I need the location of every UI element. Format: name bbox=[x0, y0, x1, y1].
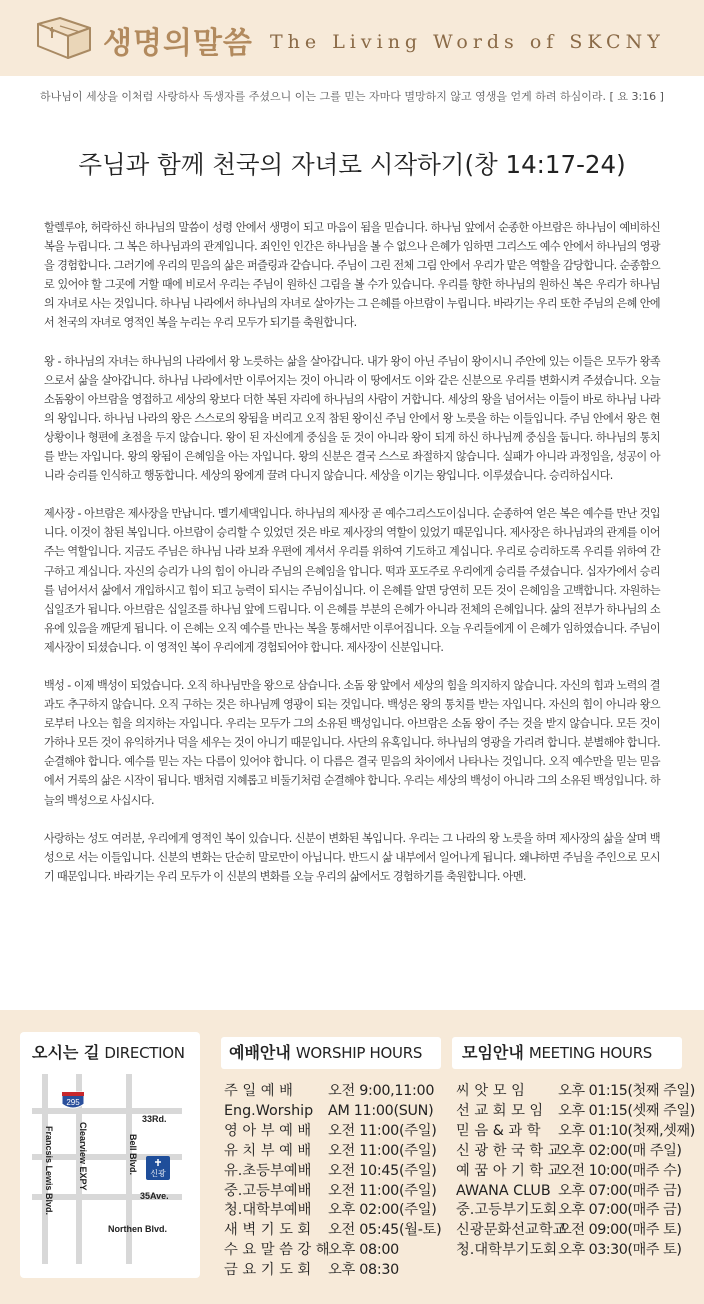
worship-row: 금 요 기 도 회 오후 08:30 bbox=[224, 1262, 399, 1279]
map-label-clearview: Clearview EXPY bbox=[78, 1122, 88, 1191]
meeting-row: 신 광 한 국 학 교 오후 02:00(매 주일) bbox=[456, 1142, 682, 1159]
sermon-paragraph: 왕 - 하나님의 자녀는 하나님의 나라에서 왕 노릇하는 삶을 살아갑니다. 내가 왕이 아닌 주님이 왕이시니 주안에 있는 이들은 모두가 왕족으로서 삶을 살아갑니다. 하나님 나라에서만 이루어지는 것이 아니라 이 땅에서도 이와 같은 신분으로 우리를 변화시켜 주셨습니다. 오늘 소돔왕이 아브람을 영접하고 세상의 왕보다 더한 복된 자리에 하나님의 사람이 거합니다. 세상의 왕을 넘어서는 이들이 바로 하나님 나라의 왕입니다. 하나님 나라의 왕은 스스로의 왕됨을 버리고 오직 참된 왕이신 주님 안에서 왕 노릇을 하는 이들입니다. 주님 안에서 왕은 현 상황이나 형편에 초점을 두지 않습니다. 왕이 된 자신에게 중심을 둔 것이 아니라 왕이 되게 하신 하나님께 중심을 둡니다. 하나님의 통치를 받는 자입니다. 왕의 왕됨이 은혜임을 아는 자입니다. 왕의 신분은 결국 스스로 좌절하지 않습니다. 실패가 아니라 과정임을, 성공이 아니라 승리를 인식하고 행동합니다. 세상의 왕에게 끌려 다니지 않습니다. 세상을 이기는 왕입니다. 이루셨습니다. 승리하십시다. bbox=[44, 354, 660, 483]
map-label-northern: Northen Blvd. bbox=[108, 1224, 168, 1234]
meeting-row: 신광문화선교학교 오전 09:00(매주 토) bbox=[456, 1222, 682, 1239]
worship-heading: 예배안내 WORSHIP HOURS bbox=[229, 1043, 423, 1062]
worship-row: 영 아 부 예 배 오전 11:00(주일) bbox=[224, 1122, 437, 1139]
worship-row: 중.고등부예배 오전 11:00(주일) bbox=[224, 1182, 437, 1199]
worship-row: 새 벽 기 도 회 오전 05:45(월-토) bbox=[224, 1222, 442, 1239]
map-label-francis: Francsis Lewis Blvd. bbox=[44, 1126, 54, 1216]
brand-title-english: The Living Words of SKCNY bbox=[270, 31, 665, 53]
sermon-paragraph: 사랑하는 성도 여러분, 우리에게 영적인 복이 있습니다. 신분이 변화된 복입니다. 우리는 그 나라의 왕 노릇을 하며 제사장의 삶을 살며 백성으로 서는 이들입니다. 신분의 변화는 단순히 말로만이 아닙니다. 반드시 삶 내부에서 일어나게 됩니다. 왜냐하면 주님을 주인으로 모시기 때문입니다. 바라기는 우리 모두가 이 신분의 변화를 오늘 우리의 삶에서도 경험하기를 축원합니다. 아멘. bbox=[44, 831, 660, 883]
svg-text:신광: 신광 bbox=[150, 1169, 166, 1178]
meeting-schedule bbox=[456, 1082, 695, 1261]
meeting-row: 청.대학부기도회 오후 03:30(매주 토) bbox=[456, 1242, 682, 1259]
meeting-row: 믿 음 & 과 학 오후 01:10(첫째,셋째) bbox=[456, 1122, 695, 1139]
sermon-paragraph: 백성 - 이제 백성이 되었습니다. 오직 하나님만을 왕으로 삼습니다. 소돔 왕 앞에서 세상의 힘을 의지하지 않습니다. 자신의 힘과 노력의 결과도 추구하지 않습니다. 오직 구하는 것은 하나님께 영광이 되는 것입니다. 백성은 왕의 통치를 받는 자입니다. 자신의 힘이 아니라 왕으로부터 나오는 힘을 의지하는 자입니다. 우리는 모두가 그의 소유된 백성입니다. 아브람은 소돔 왕이 주는 것을 받지 않습니다. 모든 것이 가하나 모든 것이 유익하거나 덕을 세우는 것이 아니기 때문입니다. 사단의 유혹입니다. 하나님의 영광을 가리려 합니다. 분별해야 합니다. 순결해야 합니다. 예수를 믿는 자는 다름이 있어야 합니다. 이 다름은 결국 믿음의 차이에서 나타나는 것입니다. 오직 예수만을 믿는 믿음에서 거룩의 삶은 시작이 됩니다. 뱀처럼 지혜롭고 비둘기처럼 순결해야 합니다. 우리는 세상의 백성이 아니라 그의 소유된 백성입니다. 하늘의 백성으로 사십시다. bbox=[44, 678, 660, 807]
worship-row: 유.초등부예배 오전 10:45(주일) bbox=[224, 1162, 437, 1179]
meeting-row: AWANA CLUB 오후 07:00(매주 금) bbox=[456, 1182, 682, 1199]
worship-row: 유 치 부 예 배 오전 11:00(주일) bbox=[224, 1142, 437, 1159]
meeting-row: 선 교 회 모 임 오후 01:15(셋째 주일) bbox=[456, 1102, 695, 1119]
map-label-33rd: 33Rd. bbox=[142, 1114, 167, 1124]
header-bar bbox=[0, 0, 704, 76]
church-logo-icon bbox=[146, 1156, 170, 1180]
map-label-35ave: 35Ave. bbox=[140, 1191, 169, 1201]
sermon-title: 주님과 함께 천국의 자녀로 시작하기(창 14:17-24) bbox=[78, 150, 626, 179]
sermon-body bbox=[44, 218, 660, 905]
meeting-row: 예 꿈 아 기 학 교 오전 10:00(매주 수) bbox=[456, 1162, 682, 1179]
verse-banner: 하나님이 세상을 이처럼 사랑하사 독생자를 주셨으니 이는 그를 믿는 자마다 멸망하지 않고 영생을 얻게 하려 하심이라. [ 요 3:16 ] bbox=[40, 90, 664, 103]
worship-row: 청.대학부예배 오후 02:00(주일) bbox=[224, 1202, 437, 1219]
direction-map bbox=[32, 1074, 192, 1264]
meeting-row: 씨 앗 모 임 오후 01:15(첫째 주일) bbox=[456, 1083, 695, 1099]
meeting-row: 중.고등부기도회 오후 07:00(매주 금) bbox=[456, 1202, 682, 1219]
worship-row: 주 일 예 배 오전 9:00,11:00 bbox=[224, 1083, 435, 1099]
svg-text:295: 295 bbox=[66, 1098, 80, 1107]
bible-icon bbox=[30, 10, 96, 66]
meeting-heading: 모임안내 MEETING HOURS bbox=[462, 1043, 653, 1062]
worship-schedule bbox=[224, 1082, 441, 1281]
sermon-paragraph: 할렐루야, 허락하신 하나님의 말씀이 성령 안에서 생명이 되고 마음이 됨을 믿습니다. 하나님 앞에서 순종한 아브람은 하나님이 예비하신 복을 누립니다. 그 복은 하나님과의 관계입니다. 죄인인 인간은 하나님을 볼 수 없으나 은혜가 임하면 그리스도 예수 안에서 하나님의 영광을 경험합니다. 그러기에 우리의 믿음의 삶은 퍼즐링과 같습니다. 주님이 그린 전체 그림 안에서 우리가 맡은 역할을 감당합니다. 순종함으로 있어야 할 그곳에 거할 때에 비로서 우리는 주님이 원하신 그림을 볼 수가 있습니다. 우리를 향한 하나님의 원하신 복은 우리가 하나님의 자녀로 사는 것입니다. 하나님 나라에서 하나님의 자녀로 살아가는 그 은혜를 아브람이 누립니다. 바라기는 우리 또한 주님의 은혜 안에서 천국의 자녀로 영적인 복을 누리는 우리 모두가 되기를 축원합니다. bbox=[44, 221, 660, 330]
sermon-paragraph: 제사장 - 아브람은 제사장을 만납니다. 멜기세댁입니다. 하나님의 제사장 곧 예수그리스도이십니다. 순종하여 얻은 복은 예수를 만난 것입니다. 이것이 참된 복입니다. 아브람이 승리할 수 있었던 것은 바로 제사장의 역할이 있었기 때문입니다. 제사장은 하나님과의 관계를 이어주는 역할입니다. 지금도 주님은 하나님 나라 보좌 우편에 계셔서 우리를 위하여 기도하고 계십니다. 우리로 승리하도록 우리를 위하여 간구하고 계십니다. 자신의 승리가 나의 힘이 아니라 주님의 은혜임을 압니다. 떡과 포도주로 우리에게 승리를 주셨습니다. 십자가에서 승리를 넘어서서 삶에서 개입하시고 힘이 되고 능력이 되시는 주님이십니다. 이 은혜를 알면 당연히 모든 것이 은혜임을 고백합니다. 자원하는 십일조가 됩니다. 아브람은 십일조를 하나님 앞에 드립니다. 이 은혜를 부분의 은혜가 아니라 전체의 은혜입니다. 삶의 전부가 하나님의 소유에 있음을 깨닫게 됩니다. 이 은혜는 오직 예수를 만나는 복을 통해서만 이루어집니다. 오늘 우리들에게 이 은혜가 임하였습니다. 주님이 제사장이 되셨습니다. 이 영적인 복이 우리에게 경험되어야 합니다. 제사장이 신분입니다. bbox=[44, 507, 660, 654]
brand-title-korean: 생명의말씀 bbox=[103, 26, 253, 61]
map-label-bell: Bell Blvd. bbox=[128, 1134, 138, 1176]
worship-row: 수 요 말 씀 강 해 오후 08:00 bbox=[224, 1242, 399, 1259]
direction-heading: 오시는 길 DIRECTION bbox=[32, 1043, 185, 1062]
highway-295-icon bbox=[62, 1092, 84, 1108]
worship-row: Eng.Worship AM 11:00(SUN) bbox=[224, 1102, 434, 1119]
